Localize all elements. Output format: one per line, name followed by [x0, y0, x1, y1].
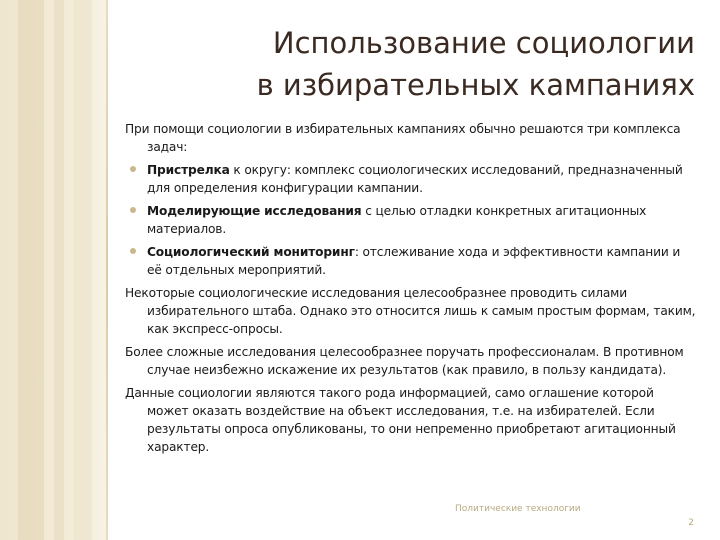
slide-body [125, 120, 697, 461]
bullet-term: Социологический мониторинг [147, 245, 355, 259]
page-number: 2 [688, 518, 694, 528]
bullet-icon [130, 166, 136, 172]
footer-text: Политические технологии [455, 504, 581, 514]
bullet-text: к округу: комплекс социологических исследований, предназначенный для определения конфигурации кампании. [147, 163, 683, 195]
title-line-1: Использование социологии [272, 26, 695, 60]
body-paragraph: Более сложные исследования целесообразнее поручать профессионалам. В противном случае неизбежно искажение их результатов (как правило, в пользу кандидата). [125, 345, 684, 377]
bullet-item [125, 243, 697, 279]
panel-stripe [54, 0, 64, 540]
slide-title [150, 22, 695, 106]
decorative-side-panel [0, 0, 106, 540]
body-paragraph: Данные социологии являются такого рода информацией, само оглашение которой может оказать воздействие на объект исследования, т.е. на избирателей. Если результаты опроса опубликованы, то они непременно приобретают агитационный характер. [125, 386, 676, 454]
panel-stripe [18, 0, 44, 540]
panel-stripe [74, 0, 92, 540]
bullet-term: Моделирующие исследования [147, 204, 362, 218]
intro-paragraph: При помощи социологии в избирательных кампаниях обычно решаются три комплекса задач: [125, 122, 681, 154]
bullet-icon [130, 207, 136, 213]
bullet-item [125, 202, 697, 238]
title-line-2: в избирательных кампаниях [256, 68, 695, 102]
bullet-text: с целью отладки конкретных агитационных материалов. [147, 204, 647, 236]
bullet-text: : отслеживание хода и эффективности кампании и её отдельных мероприятий. [147, 245, 681, 277]
panel-edge [106, 0, 108, 540]
bullet-icon [130, 248, 136, 254]
bullet-term: Пристрелка [147, 163, 230, 177]
body-paragraph: Некоторые социологические исследования целесообразнее проводить силами избирательного штаба. Однако это относится лишь к самым простым формам, таким, как экспресс-опросы. [125, 286, 696, 336]
bullet-item [125, 161, 697, 197]
